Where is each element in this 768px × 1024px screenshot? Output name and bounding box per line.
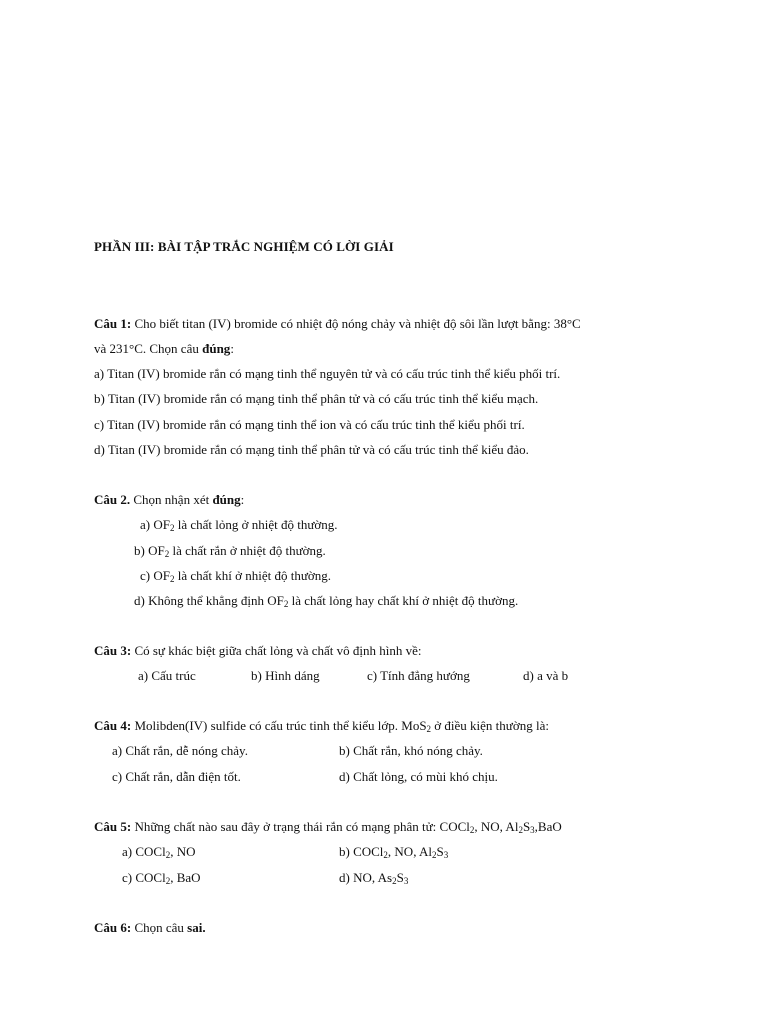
- question-1-stem-cont: [94, 342, 234, 355]
- question-3-stem: [94, 644, 421, 657]
- question-1-text-2: và 231°C. Chọn câu: [94, 341, 203, 356]
- subscript: 2: [426, 724, 432, 734]
- question-2-option-a: [140, 518, 338, 531]
- question-6-text: Chọn câu: [131, 920, 188, 935]
- question-5-option-a: [122, 845, 195, 858]
- question-2-colon: :: [240, 492, 245, 507]
- question-4-option-a: a) Chất rắn, dễ nóng chảy.: [112, 743, 248, 758]
- question-3-text: Có sự khác biệt giữa chất lỏng và chất vô định hình về:: [131, 643, 422, 658]
- option-a-text: a) COCl: [122, 844, 166, 859]
- question-6-label: Câu 6:: [94, 920, 132, 935]
- subscript: 2: [169, 574, 175, 584]
- question-3-label: Câu 3:: [94, 643, 132, 658]
- question-4-text: Molibden(IV) sulfide có cấu trúc tinh thể kiểu lớp. MoS: [131, 718, 427, 733]
- question-5-option-d: [339, 871, 408, 884]
- option-c-text-2: là chất khí ở nhiệt độ thường.: [174, 568, 332, 583]
- question-2-option-b: [134, 544, 326, 557]
- question-5-text-2: , NO, Al: [474, 819, 519, 834]
- question-3-option-b: b) Hình dáng: [251, 668, 320, 683]
- option-b-text-2: là chất rắn ở nhiệt độ thường.: [169, 543, 326, 558]
- subscript: 2: [165, 876, 171, 886]
- question-1-option-a: a) Titan (IV) bromide rắn có mạng tinh thể nguyên tử và có cấu trúc tinh thể kiểu phối trí.: [94, 366, 561, 381]
- option-a-text-2: là chất lỏng ở nhiệt độ thường.: [174, 517, 338, 532]
- question-5-text-3: S: [522, 819, 531, 834]
- subscript: 2: [165, 850, 171, 860]
- question-4-text-2: ở điều kiện thường là:: [431, 718, 549, 733]
- question-1-stem: [94, 317, 581, 330]
- subscript: 3: [530, 825, 535, 835]
- question-6-stem: [94, 921, 206, 934]
- subscript: 2: [431, 850, 437, 860]
- question-3-option-a: a) Cấu trúc: [138, 668, 196, 683]
- subscript: 2: [469, 825, 475, 835]
- question-2-label: Câu 2.: [94, 492, 131, 507]
- question-2-option-d: [134, 594, 518, 607]
- subscript: 2: [164, 549, 170, 559]
- option-d-text: d) NO, As: [339, 870, 393, 885]
- option-b-text: b) OF: [134, 543, 165, 558]
- option-a-text-2: , NO: [170, 844, 196, 859]
- subscript: 2: [392, 876, 397, 886]
- option-c-text: c) COCl: [122, 870, 166, 885]
- question-5-option-c: [122, 871, 201, 884]
- question-2-text: Chọn nhận xét: [130, 492, 213, 507]
- question-4-stem: [94, 719, 549, 732]
- question-3-option-d: d) a và b: [523, 668, 569, 683]
- subscript: 2: [283, 599, 289, 609]
- question-5-text-4: ,BaO: [534, 819, 562, 834]
- question-1-option-b: b) Titan (IV) bromide rắn có mạng tinh thể phân tử và có cấu trúc tinh thể kiểu mạch.: [94, 391, 539, 406]
- subscript: 2: [383, 850, 388, 860]
- question-3-option-c: c) Tính đẳng hướng: [367, 668, 470, 683]
- question-2-emphasis: đúng: [212, 492, 241, 507]
- question-4-label: Câu 4:: [94, 718, 132, 733]
- question-4-option-b: b) Chất rắn, khó nóng chảy.: [339, 743, 483, 758]
- question-4-option-d: d) Chất lỏng, có mùi khó chịu.: [339, 769, 498, 784]
- question-4-option-c: c) Chất rắn, dẫn điện tốt.: [112, 769, 241, 784]
- question-5-option-b: [339, 845, 448, 858]
- option-c-text: c) OF: [140, 568, 170, 583]
- question-2-stem: [94, 493, 244, 506]
- question-1-option-d: d) Titan (IV) bromide rắn có mạng tinh thể phân tử và có cấu trúc tinh thể kiểu đảo.: [94, 442, 529, 457]
- option-d-text-2: S: [396, 870, 404, 885]
- option-b-text: b) COCl: [339, 844, 384, 859]
- question-6-emphasis: sai.: [187, 920, 206, 935]
- subscript: 2: [518, 825, 523, 835]
- option-b-text-3: S: [436, 844, 444, 859]
- question-1-emphasis: đúng: [202, 341, 231, 356]
- subscript: 3: [443, 850, 449, 860]
- question-1-option-c: c) Titan (IV) bromide rắn có mạng tinh thể ion và có cấu trúc tinh thể kiểu phối trí.: [94, 417, 525, 432]
- option-d-text-2: là chất lỏng hay chất khí ở nhiệt độ thường.: [288, 593, 519, 608]
- question-5-stem: [94, 820, 562, 833]
- question-1-text: Cho biết titan (IV) bromide có nhiệt độ nóng chảy và nhiệt độ sôi lần lượt bằng: 38°C: [131, 316, 581, 331]
- question-5-label: Câu 5:: [94, 819, 132, 834]
- section-title: PHẦN III: BÀI TẬP TRẮC NGHIỆM CÓ LỜI GIẢI: [94, 239, 394, 254]
- question-5-text: Những chất nào sau đây ở trạng thái rắn có mạng phân tử: COCl: [131, 819, 470, 834]
- question-2-option-c: [140, 569, 331, 582]
- subscript: 3: [403, 876, 409, 886]
- question-1-label: Câu 1:: [94, 316, 132, 331]
- question-1-colon: :: [230, 341, 234, 356]
- option-c-text-2: , BaO: [170, 870, 201, 885]
- option-a-text: a) OF: [140, 517, 170, 532]
- option-d-text: d) Không thể khẳng định OF: [134, 593, 284, 608]
- option-b-text-2: , NO, Al: [387, 844, 432, 859]
- subscript: 2: [169, 523, 175, 533]
